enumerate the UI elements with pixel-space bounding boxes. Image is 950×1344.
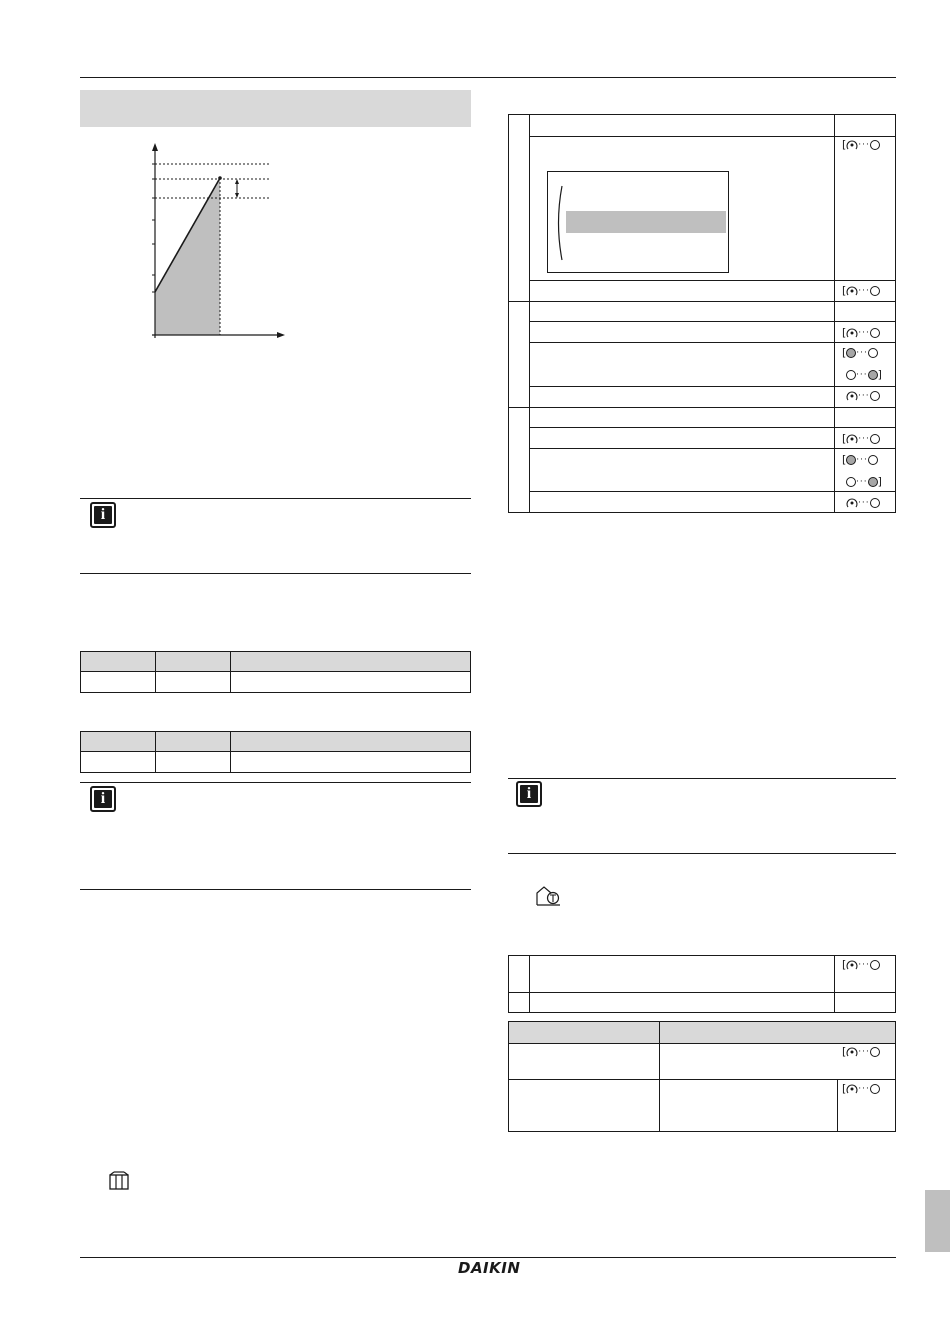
- graph-hysteresis-arrow-up: [235, 179, 239, 184]
- knob-control: ···: [846, 497, 880, 510]
- lcd-selected-row: [566, 211, 726, 233]
- temperature-graph: [140, 140, 300, 350]
- graph-shaded-area: [155, 178, 220, 335]
- lcd-bracket: [554, 184, 564, 262]
- note-rule-top: [80, 782, 471, 783]
- note-rule-bottom: [508, 853, 896, 854]
- graph-hysteresis-arrow-down: [235, 193, 239, 198]
- rotary-knob-icon: [846, 286, 858, 296]
- rotary-knob-icon: [846, 391, 858, 401]
- graph-x-axis-arrow: [277, 332, 285, 338]
- procedure-table: [508, 955, 896, 1013]
- footer-rule: [80, 1257, 896, 1258]
- knob-press-control: [ ···: [842, 139, 880, 152]
- knob-press-control: [ ···: [842, 285, 880, 298]
- knob-control: ···: [846, 390, 880, 403]
- note-rule-top: [80, 498, 471, 499]
- rotary-knob-icon: [846, 140, 858, 150]
- manual-icon: [108, 1171, 130, 1191]
- right-button-control: ··· ]: [846, 369, 882, 382]
- info-icon: i: [516, 781, 542, 807]
- section-heading-band: [80, 90, 471, 127]
- rotary-knob-icon: [846, 1084, 858, 1094]
- left-button-control: [ ···: [842, 454, 878, 467]
- settings-table: [80, 651, 471, 693]
- rotary-knob-icon: [846, 960, 858, 970]
- note-rule-top: [508, 778, 896, 779]
- knob-press-control: [ ···: [842, 1046, 880, 1059]
- graph-y-axis-arrow: [152, 143, 158, 151]
- left-button-control: [ ···: [842, 347, 878, 360]
- knob-press-control: [ ···: [842, 433, 880, 446]
- lcd-screen: [547, 171, 729, 273]
- graph-end-point: [218, 176, 222, 180]
- rotary-knob-icon: [846, 434, 858, 444]
- rotary-knob-icon: [846, 1047, 858, 1057]
- home-sun-icon: [534, 885, 562, 907]
- brand-logo: DAIKIN: [458, 1259, 521, 1277]
- knob-press-control: [ ···: [842, 1083, 880, 1096]
- chapter-side-tab: [925, 1190, 950, 1252]
- rotary-knob-icon: [846, 498, 858, 508]
- info-icon: i: [90, 502, 116, 528]
- knob-press-control: [ ···: [842, 959, 880, 972]
- knob-press-control: [ ···: [842, 327, 880, 340]
- header-rule: [80, 77, 896, 78]
- note-rule-bottom: [80, 889, 471, 890]
- right-button-control: ··· ]: [846, 476, 882, 489]
- info-icon: i: [90, 786, 116, 812]
- note-rule-bottom: [80, 573, 471, 574]
- options-table: [508, 1021, 896, 1132]
- rotary-knob-icon: [846, 328, 858, 338]
- settings-table: [80, 731, 471, 773]
